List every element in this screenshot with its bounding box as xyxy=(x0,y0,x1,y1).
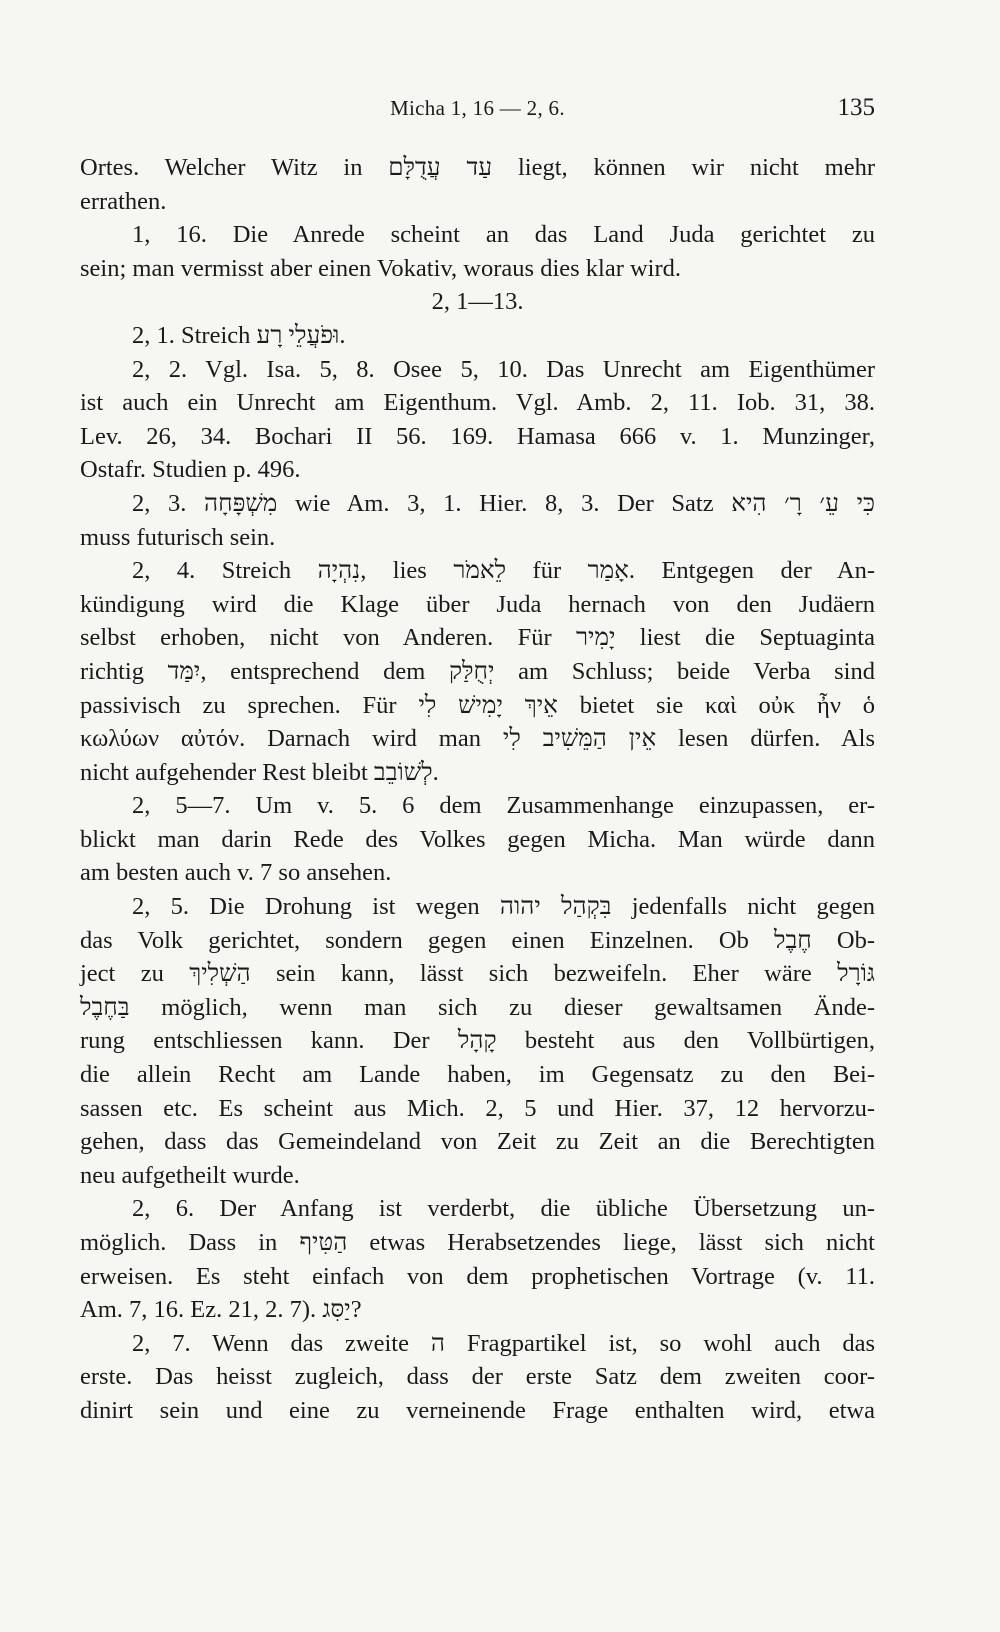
text-line: richtig יִמַּד, entsprechend dem יְחֻלַּק am Schluss; beide Verba sind xyxy=(80,657,875,685)
text-line: am besten auch v. 7 so ansehen. xyxy=(80,859,392,887)
text-line: blickt man darin Rede des Volkes gegen Micha. Man würde dann xyxy=(80,825,875,853)
text-line: Ostafr. Studien p. 496. xyxy=(80,456,301,484)
text-line: selbst erhoben, nicht von Anderen. Für יָמִיר liest die Septuaginta xyxy=(80,624,875,652)
text-line: erste. Das heisst zugleich, dass der erste Satz dem zweiten coor- xyxy=(80,1363,875,1391)
running-title: Micha 1, 16 — 2, 6. xyxy=(390,96,565,120)
commentary-text xyxy=(80,151,875,1428)
text-line: ject zu הַשְׁלִיךְ sein kann, lässt sich bezweifeln. Eher wäre גּוֹרָל xyxy=(80,960,875,988)
text-line: Lev. 26, 34. Bochari II 56. 169. Hamasa 666 v. 1. Munzinger, xyxy=(80,422,875,450)
text-line: errathen. xyxy=(80,187,167,215)
text-line: κωλύων αὐτόν. Darnach wird man אֵין הַמֵּשִׁיב לִי lesen dürfen. Als xyxy=(80,725,876,753)
text-line: 2, 4. Streich נִהְיָה, lies לֵאמֹר für אָמַר. Entgegen der An- xyxy=(132,557,875,585)
text-line: 2, 7. Wenn das zweite ה Fragpartikel ist, so wohl auch das xyxy=(132,1329,875,1357)
text-line: muss futurisch sein. xyxy=(80,523,276,551)
text-line: nicht aufgehender Rest bleibt לְשׁוֹבֵב. xyxy=(80,758,439,786)
text-line: ist auch ein Unrecht am Eigenthum. Vgl. Amb. 2, 11. Iob. 31, 38. xyxy=(80,389,875,417)
text-line: das Volk gerichtet, sondern gegen einen Einzelnen. Ob חֶבֶל Ob- xyxy=(80,926,876,954)
text-line: kündigung wird die Klage über Juda hernach von den Judäern xyxy=(80,590,875,618)
running-head xyxy=(80,96,875,136)
text-line: בַּחֶבֶל möglich, wenn man sich zu dieser gewaltsamen Ände- xyxy=(80,993,875,1021)
text-line: neu aufgetheilt wurde. xyxy=(80,1161,300,1189)
text-line: rung entschliessen kann. Der קָהָל besteht aus den Vollbürtigen, xyxy=(80,1027,875,1055)
text-line: dinirt sein und eine zu verneinende Frage enthalten wird, etwa xyxy=(80,1396,875,1424)
text-line: 2, 6. Der Anfang ist verderbt, die übliche Übersetzung un- xyxy=(132,1195,875,1223)
text-line: Am. 7, 16. Ez. 21, 2. 7). יַסִּג? xyxy=(80,1296,362,1324)
text-line: 2, 3. מִשְׁפָּחָה wie Am. 3, 1. Hier. 8, 3. Der Satz כִּי עֵ׳ רָ׳ הִיא xyxy=(132,489,875,517)
text-line: 1, 16. Die Anrede scheint an das Land Juda gerichtet zu xyxy=(132,221,875,249)
text-line: 2, 1. Streich וּפֹעֲלֵי רָע. xyxy=(132,321,346,349)
text-line: die allein Recht am Lande haben, im Gegensatz zu den Bei- xyxy=(80,1061,875,1089)
text-line: 2, 2. Vgl. Isa. 5, 8. Osee 5, 10. Das Unrecht am Eigenthümer xyxy=(132,355,875,383)
section-heading: 2, 1—13. xyxy=(431,288,524,316)
text-line: sassen etc. Es scheint aus Mich. 2, 5 und Hier. 37, 12 hervorzu- xyxy=(80,1094,875,1122)
text-line: gehen, dass das Gemeindeland von Zeit zu Zeit an die Berechtigten xyxy=(80,1128,875,1156)
text-line: passivisch zu sprechen. Für אֵיךְ יָמִישׁ לִי bietet sie καὶ οὐκ ἦν ὁ xyxy=(80,691,875,719)
page-number: 135 xyxy=(837,94,875,121)
text-line: sein; man vermisst aber einen Vokativ, woraus dies klar wird. xyxy=(80,254,682,282)
text-line: erweisen. Es steht einfach von dem prophetischen Vortrage (v. 11. xyxy=(80,1262,875,1290)
text-line: Ortes. Welcher Witz in עַד עֲדֻלָּם liegt, können wir nicht mehr xyxy=(80,154,876,181)
text-line: 2, 5. Die Drohung ist wegen בִּקְהַל יהוה jedenfalls nicht gegen xyxy=(132,893,875,921)
text-line: 2, 5—7. Um v. 5. 6 dem Zusammenhange einzupassen, er- xyxy=(132,792,875,820)
text-line: möglich. Dass in הַטִּיף etwas Herabsetzendes liege, lässt sich nicht xyxy=(80,1229,875,1256)
